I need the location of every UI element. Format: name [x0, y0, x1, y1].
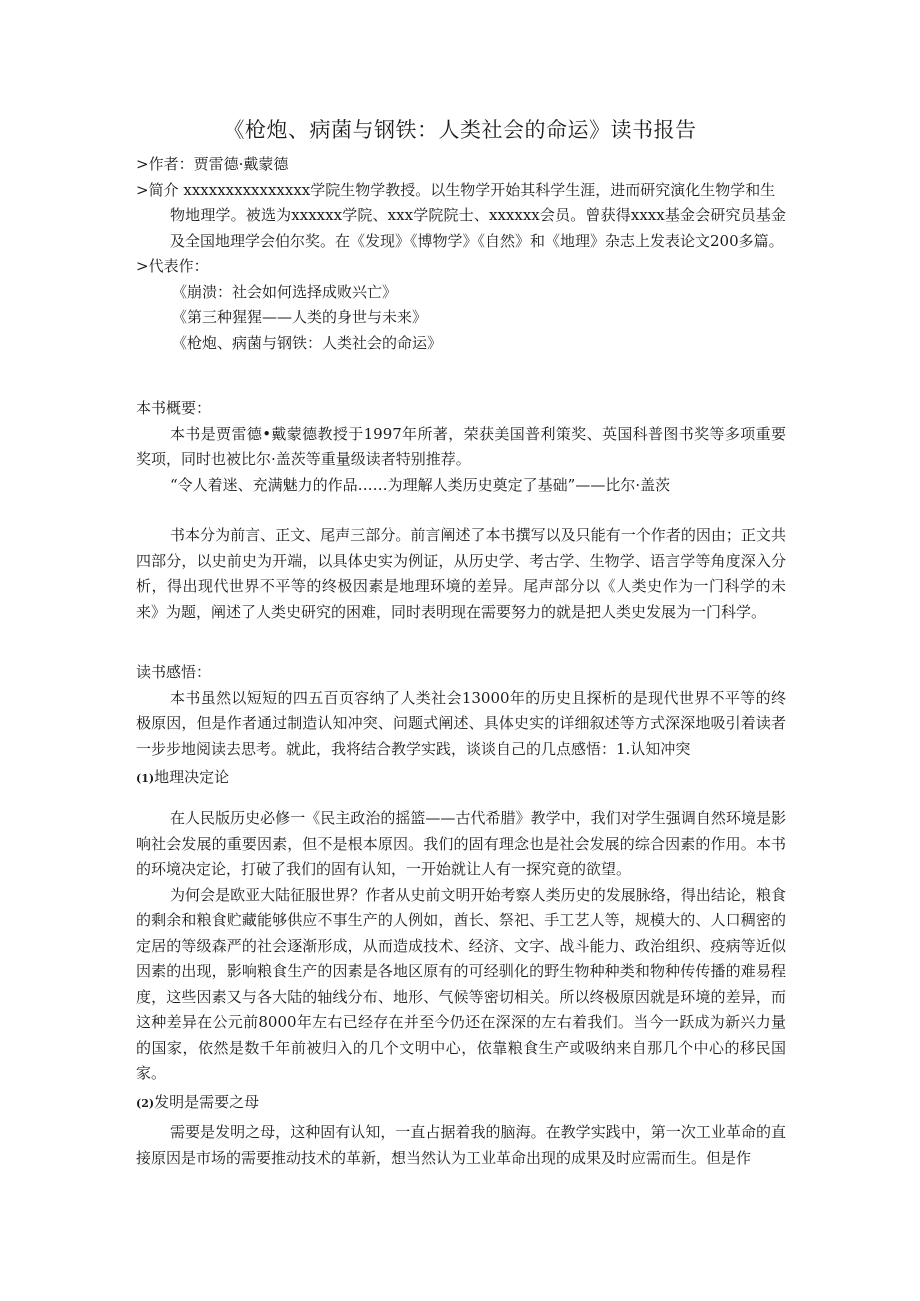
subheading-number: (2): [136, 1096, 155, 1110]
document-title: 《枪炮、病菌与钢铁：人类社会的命运》读书报告: [223, 118, 697, 142]
author-info: [136, 152, 786, 356]
subheading-invention: [136, 1090, 786, 1117]
works-item: 《崩溃：社会如何选择成败兴亡》: [172, 282, 398, 301]
subheading-text: 地理决定论: [154, 768, 230, 786]
works-label: >代表作：: [136, 257, 209, 275]
subheading-geo-determinism: [136, 765, 786, 792]
intro-first-line: xxxxxxxxxxxxxxx学院生物学教授。以生物学开始其科学生涯，进而研究演化生物学和生: [183, 180, 776, 199]
reflection-body-2: [136, 1120, 786, 1171]
overview-heading: 本书概要：: [136, 399, 212, 417]
subheading-text: 发明是需要之母: [154, 1092, 260, 1111]
reflection-section: [136, 660, 786, 792]
overview-section: [136, 396, 786, 625]
works-list: [136, 280, 786, 357]
overview-paragraph: 书本分为前言、正文、尾声三部分。前言阐述了本书撰写以及只能有一个作者的因由；正文共四部分，以史前史为开端，以具体史实为例证，从历史学、考古学、生物学、语言学等角度深入分析，得出现代世界不平等的终极因素是地理环境的差异。尾声部分以《人类史作为一门科学的未来》为题，阐述了人类史研究的困难，同时表明现在需要努力的就是把人类史发展为一门科学。: [136, 526, 786, 621]
reflection-paragraph: 本书虽然以短短的四五百页容纳了人类社会13000年的历史且探析的是现代世界不平等的终极原因，但是作者通过制造认知冲突、问题式阐述、具体史实的详细叙述等方式深深地吸引着读者一步步地阅读去思考。就此，我将结合教学实践，谈谈自己的几点感悟：1.认知冲突: [136, 688, 786, 758]
reflection-heading: 读书感悟：: [136, 663, 212, 681]
intro-body: 物地理学。被选为xxxxxx学院、xxx学院院士、xxxxxx会员。曾获得xxxx基金会研究员基金及全国地理学会伯尔奖。在《发现》《博物学》《自然》和《地理》杂志上发表论文200多篇。: [170, 206, 786, 250]
overview-paragraph: 本书是贾雷德•戴蒙德教授于1997年所著，荣获美国普利策奖、英国科普图书奖等多项重要奖项，同时也被比尔·盖茨等重量级读者特别推荐。: [136, 424, 786, 468]
reflection-paragraph: 为何会是欧亚大陆征服世界？作者从史前文明开始考察人类历史的发展脉络，得出结论，粮食的剩余和粮食贮藏能够供应不事生产的人例如，酋长、祭祀、手工艺人等，规模大的、人口稠密的定居的等级森严的社会逐渐形成，从而造成技术、经济、文字、战斗能力、政治组织、疫病等近似因素的出现，影响粮食生产的因素是各地区原有的可经驯化的野生物种种类和物种传传播的难易程度，这些因素又与各大陆的轴线分布、地形、气候等密切相关。所以终极原因就是环境的差异，而这种差异在公元前8000年左右已经存在并至今仍还在深深的左右着我们。当今一跃成为新兴力量的国家，依然是数千年前被归入的几个文明中心，依靠粮食生产或吸纳来自那几个中心的移民国家。: [136, 885, 786, 1082]
subheading-number: (1): [136, 772, 155, 785]
works-item: 《第三种猩猩——人类的身世与未来》: [172, 308, 428, 326]
intro-section: [136, 178, 786, 255]
reflection-body-1: [136, 806, 786, 1116]
reflection-paragraph: 在人民版历史必修一《民主政治的摇篮——古代希腊》教学中，我们对学生强调自然环境是影响社会发展的重要因素，但不是根本原因。我们的固有理念也是社会发展的综合因素的作用。本书的环境决定论，打破了我们的固有认知，一开始就让人有一探究竟的欲望。: [136, 809, 786, 878]
overview-quote: “令人着迷、充满魅力的作品……为理解人类历史奠定了基础”——比尔·盖茨: [170, 475, 671, 494]
reflection-paragraph: 需要是发明之母，这种固有认知，一直占据着我的脑海。在教学实践中，第一次工业革命的直接原因是市场的需要推动技术的革新，想当然认为工业革命出现的成果及时应需而生。但是作: [136, 1123, 786, 1167]
works-item: 《枪炮、病菌与钢铁：人类社会的命运》: [172, 333, 443, 352]
intro-label: >简介: [136, 180, 179, 199]
author-line: >作者：贾雷德·戴蒙德: [136, 155, 289, 173]
